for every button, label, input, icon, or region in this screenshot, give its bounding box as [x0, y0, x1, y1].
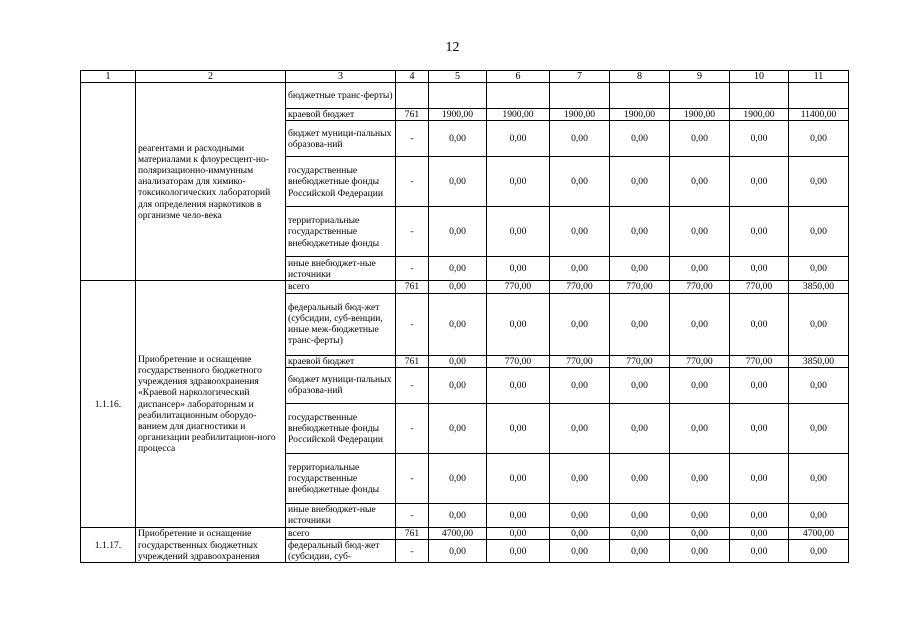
- value-cell: 770,00: [730, 355, 789, 367]
- value-cell: 0,00: [610, 367, 670, 403]
- value-cell: 0,00: [429, 403, 487, 453]
- value-cell: 0,00: [670, 403, 730, 453]
- value-cell: 0,00: [550, 157, 610, 207]
- item-code: [81, 83, 136, 281]
- value-cell: 11400,00: [789, 109, 849, 121]
- value-cell: -: [396, 453, 429, 503]
- funding-source: иные внебюджет-ные источники: [286, 257, 396, 281]
- value-cell: 0,00: [730, 540, 789, 563]
- item-description: Приобретение и оснащение государственных бюджетных учреждений здравоохранения: [136, 527, 286, 563]
- value-cell: 0,00: [429, 367, 487, 403]
- funding-source: всего: [286, 281, 396, 293]
- value-cell: 0,00: [550, 207, 610, 257]
- column-header: 11: [789, 71, 849, 83]
- value-cell: 0,00: [610, 157, 670, 207]
- value-cell: 0,00: [429, 207, 487, 257]
- value-cell: 0,00: [670, 367, 730, 403]
- value-cell: 0,00: [670, 453, 730, 503]
- value-cell: 0,00: [550, 527, 610, 539]
- value-cell: 0,00: [789, 293, 849, 355]
- value-cell: 0,00: [429, 293, 487, 355]
- funding-source: федеральный бюд-жет (субсидии, суб-: [286, 540, 396, 563]
- funding-source: бюджет муници-пальных образова-ний: [286, 121, 396, 157]
- funding-source: бюджетные транс-ферты): [286, 83, 396, 109]
- value-cell: 0,00: [730, 207, 789, 257]
- value-cell: 770,00: [550, 281, 610, 293]
- value-cell: 0,00: [670, 207, 730, 257]
- value-cell: 0,00: [610, 121, 670, 157]
- value-cell: 770,00: [670, 281, 730, 293]
- value-cell: 770,00: [487, 355, 550, 367]
- value-cell: -: [396, 293, 429, 355]
- value-cell: [610, 83, 670, 109]
- value-cell: 0,00: [487, 403, 550, 453]
- value-cell: 0,00: [789, 367, 849, 403]
- funding-source: всего: [286, 527, 396, 539]
- column-number-row: [81, 71, 849, 83]
- value-cell: 0,00: [429, 355, 487, 367]
- value-cell: -: [396, 157, 429, 207]
- value-cell: 0,00: [487, 540, 550, 563]
- value-cell: [789, 83, 849, 109]
- value-cell: 0,00: [610, 207, 670, 257]
- value-cell: 1900,00: [730, 109, 789, 121]
- column-header: 10: [730, 71, 789, 83]
- value-cell: 1900,00: [429, 109, 487, 121]
- value-cell: 3850,00: [789, 355, 849, 367]
- value-cell: 1900,00: [670, 109, 730, 121]
- value-cell: 0,00: [610, 503, 670, 527]
- value-cell: 4700,00: [789, 527, 849, 539]
- value-cell: 0,00: [730, 157, 789, 207]
- value-cell: [550, 83, 610, 109]
- value-cell: 0,00: [429, 453, 487, 503]
- value-cell: 761: [396, 109, 429, 121]
- value-cell: 770,00: [610, 281, 670, 293]
- value-cell: 0,00: [429, 121, 487, 157]
- column-header: 5: [429, 71, 487, 83]
- value-cell: -: [396, 403, 429, 453]
- item-code: 1.1.17.: [81, 527, 136, 563]
- value-cell: 0,00: [670, 527, 730, 539]
- value-cell: [730, 83, 789, 109]
- value-cell: 761: [396, 527, 429, 539]
- table-row: [81, 83, 849, 109]
- value-cell: 0,00: [670, 503, 730, 527]
- value-cell: 0,00: [789, 540, 849, 563]
- funding-source: территориальные государственные внебюджетные фонды: [286, 453, 396, 503]
- value-cell: 0,00: [429, 503, 487, 527]
- value-cell: [487, 83, 550, 109]
- value-cell: 3850,00: [789, 281, 849, 293]
- value-cell: 4700,00: [429, 527, 487, 539]
- value-cell: 0,00: [670, 121, 730, 157]
- value-cell: 0,00: [610, 293, 670, 355]
- value-cell: 0,00: [429, 157, 487, 207]
- value-cell: 770,00: [487, 281, 550, 293]
- value-cell: 0,00: [730, 453, 789, 503]
- funding-source: бюджет муници-пальных образова-ний: [286, 367, 396, 403]
- value-cell: 0,00: [730, 367, 789, 403]
- item-description: Приобретение и оснащение государственного бюджетного учреждения здравоохранения «Краевой наркологический диспансер» лабораторным и реабилитационным оборудо-ванием для диагностики и организации реабилитацион-ного процесса: [136, 281, 286, 527]
- funding-source: федеральный бюд-жет (субсидии, суб-венции, иные меж-бюджетные транс-ферты): [286, 293, 396, 355]
- value-cell: 0,00: [730, 527, 789, 539]
- value-cell: 0,00: [550, 257, 610, 281]
- value-cell: 0,00: [487, 503, 550, 527]
- value-cell: 0,00: [670, 257, 730, 281]
- value-cell: 0,00: [610, 453, 670, 503]
- value-cell: 0,00: [487, 527, 550, 539]
- value-cell: 0,00: [429, 540, 487, 563]
- value-cell: 0,00: [550, 540, 610, 563]
- funding-source: краевой бюджет: [286, 355, 396, 367]
- value-cell: 0,00: [487, 293, 550, 355]
- value-cell: [670, 83, 730, 109]
- value-cell: 0,00: [610, 540, 670, 563]
- value-cell: 0,00: [670, 157, 730, 207]
- value-cell: 0,00: [487, 121, 550, 157]
- value-cell: 0,00: [550, 293, 610, 355]
- value-cell: 0,00: [730, 121, 789, 157]
- value-cell: 0,00: [730, 257, 789, 281]
- value-cell: 0,00: [670, 293, 730, 355]
- value-cell: 0,00: [487, 207, 550, 257]
- value-cell: 761: [396, 355, 429, 367]
- funding-source: краевой бюджет: [286, 109, 396, 121]
- funding-source: иные внебюджет-ные источники: [286, 503, 396, 527]
- value-cell: 0,00: [550, 403, 610, 453]
- value-cell: 0,00: [487, 367, 550, 403]
- value-cell: 0,00: [789, 121, 849, 157]
- funding-source: территориальные государственные внебюджетные фонды: [286, 207, 396, 257]
- value-cell: -: [396, 367, 429, 403]
- column-header: 6: [487, 71, 550, 83]
- value-cell: 0,00: [789, 403, 849, 453]
- column-header: 7: [550, 71, 610, 83]
- table-row: [81, 281, 849, 293]
- value-cell: 770,00: [550, 355, 610, 367]
- value-cell: 0,00: [487, 157, 550, 207]
- value-cell: 0,00: [429, 281, 487, 293]
- value-cell: 770,00: [610, 355, 670, 367]
- value-cell: 0,00: [789, 453, 849, 503]
- value-cell: 761: [396, 281, 429, 293]
- value-cell: [429, 83, 487, 109]
- table-body: [81, 71, 849, 563]
- column-header: 4: [396, 71, 429, 83]
- value-cell: 0,00: [429, 257, 487, 281]
- value-cell: 0,00: [610, 257, 670, 281]
- value-cell: 1900,00: [610, 109, 670, 121]
- column-header: 9: [670, 71, 730, 83]
- value-cell: 770,00: [730, 281, 789, 293]
- value-cell: 0,00: [789, 157, 849, 207]
- funding-source: государственные внебюджетные фонды Российской Федерации: [286, 403, 396, 453]
- value-cell: 0,00: [487, 257, 550, 281]
- value-cell: 0,00: [789, 257, 849, 281]
- value-cell: 0,00: [487, 453, 550, 503]
- value-cell: 0,00: [730, 403, 789, 453]
- value-cell: 0,00: [550, 121, 610, 157]
- value-cell: 0,00: [610, 403, 670, 453]
- value-cell: 0,00: [789, 503, 849, 527]
- item-code: 1.1.16.: [81, 281, 136, 527]
- page-number: 12: [445, 40, 460, 55]
- column-header: 3: [286, 71, 396, 83]
- column-header: 2: [136, 71, 286, 83]
- value-cell: -: [396, 207, 429, 257]
- item-description: реагентами и расходными материалами к флоуресцент-но-поляризационно-иммунным анализаторам для химико-токсикологических лабораторий для определения наркотиков в организме чело-века: [136, 83, 286, 281]
- budget-table: [80, 70, 849, 563]
- value-cell: [396, 83, 429, 109]
- value-cell: 1900,00: [487, 109, 550, 121]
- column-header: 1: [81, 71, 136, 83]
- value-cell: -: [396, 540, 429, 563]
- value-cell: 1900,00: [550, 109, 610, 121]
- funding-source: государственные внебюджетные фонды Российской Федерации: [286, 157, 396, 207]
- value-cell: 0,00: [730, 293, 789, 355]
- value-cell: 0,00: [789, 207, 849, 257]
- value-cell: 0,00: [670, 540, 730, 563]
- value-cell: 0,00: [550, 453, 610, 503]
- value-cell: -: [396, 503, 429, 527]
- column-header: 8: [610, 71, 670, 83]
- value-cell: 770,00: [670, 355, 730, 367]
- table-row: [81, 527, 849, 539]
- value-cell: -: [396, 121, 429, 157]
- value-cell: -: [396, 257, 429, 281]
- value-cell: 0,00: [730, 503, 789, 527]
- value-cell: 0,00: [550, 503, 610, 527]
- value-cell: 0,00: [550, 367, 610, 403]
- value-cell: 0,00: [610, 527, 670, 539]
